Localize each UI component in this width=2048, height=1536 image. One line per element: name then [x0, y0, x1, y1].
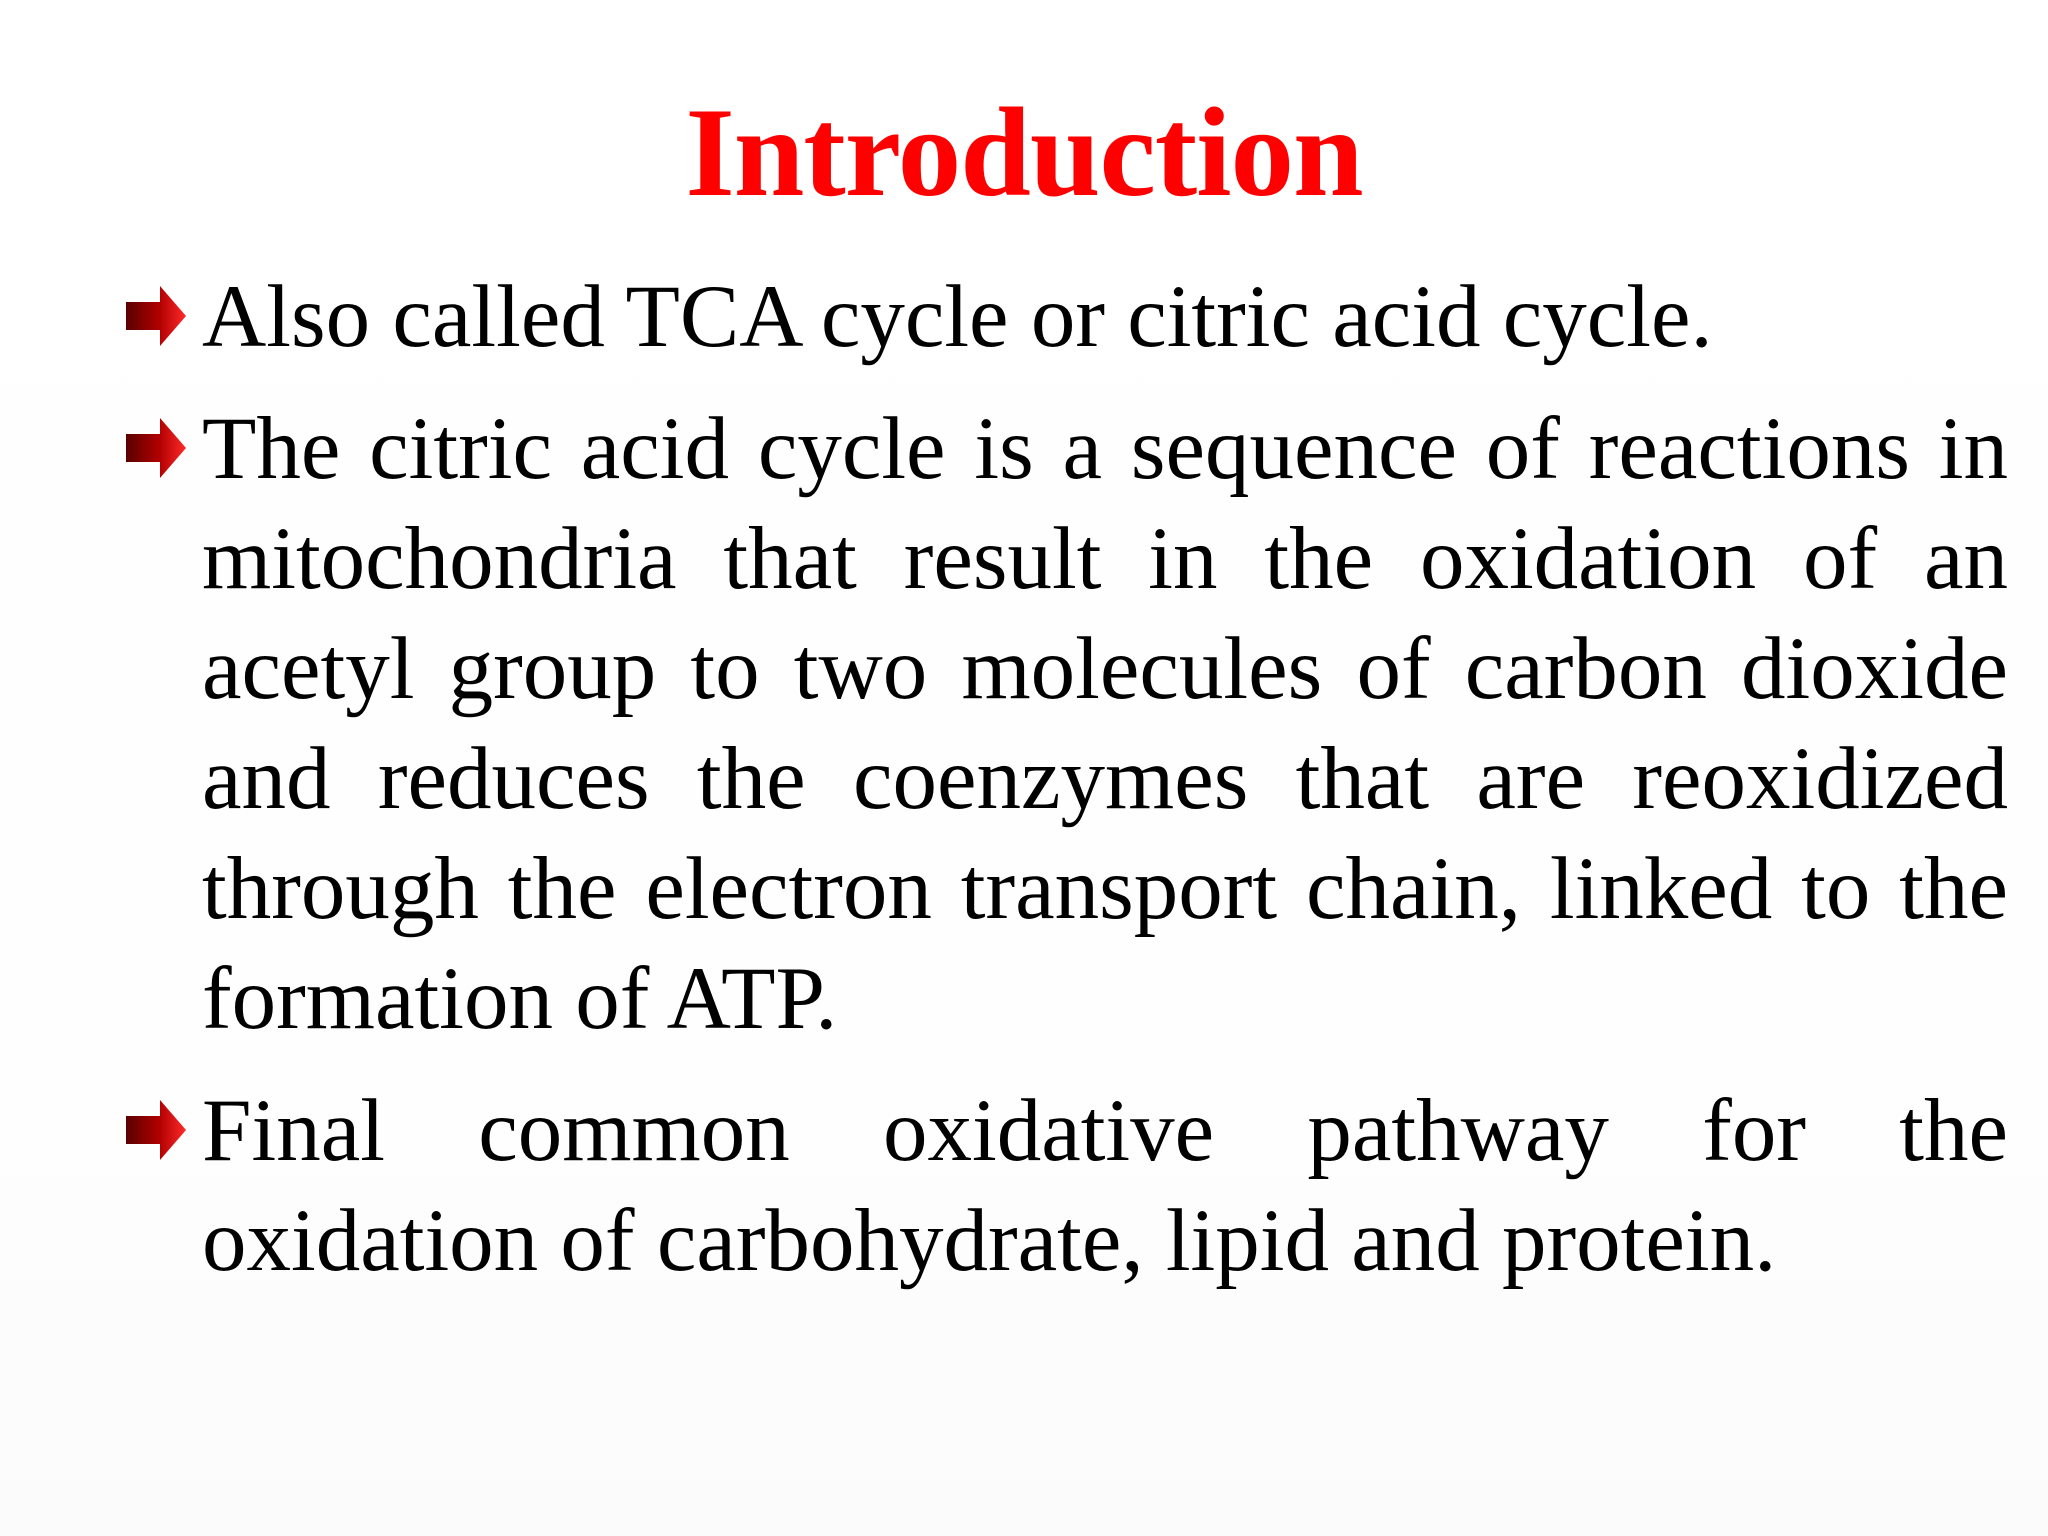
bullet-text: Also called TCA cycle or citric acid cycle. — [202, 268, 1713, 366]
arrow-bullet-icon — [124, 416, 188, 480]
bullet-item — [120, 262, 1940, 372]
bullet-item — [120, 1076, 2008, 1296]
bullet-item — [120, 394, 2008, 1054]
bullet-text: Final common oxidative pathway for the oxidation of carbohydrate, lipid and protein. — [202, 1082, 2008, 1290]
bullet-list — [120, 262, 2008, 1318]
bullet-text: The citric acid cycle is a sequence of reactions in mitochondria that result in the oxidation of an acetyl group to two molecules of carbon dioxide and reduces the coenzymes that are reoxidized through the electron transport chain, linked to the formation of ATP. — [202, 400, 2008, 1048]
arrow-bullet-icon — [124, 1098, 188, 1162]
slide-title: Introduction — [685, 83, 1363, 223]
arrow-bullet-icon — [124, 284, 188, 348]
